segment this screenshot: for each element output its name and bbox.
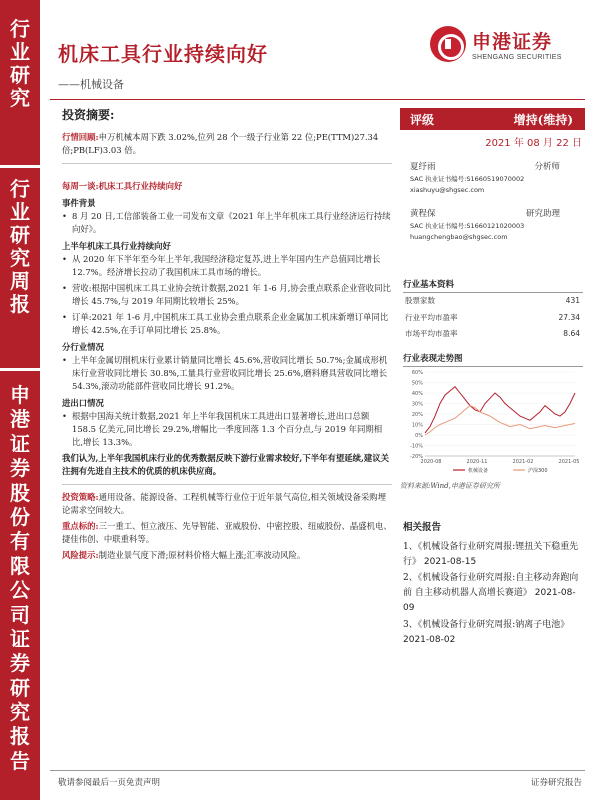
section-divider: [62, 484, 392, 485]
company-logo: [430, 26, 562, 62]
data-row: 市场平均市盈率 8.64: [405, 329, 580, 338]
analyst-email[interactable]: xiashuyu@shgsec.com: [410, 186, 485, 195]
investment-strategy: 投资策略:通用设备、能源设备、工程机械等行业位于近年景气高位,相关领域设备采购埋论需求空间较大。: [62, 491, 387, 515]
data-row: 股票家数 431: [405, 296, 580, 305]
related-report-item[interactable]: 1、《机械设备行业研究周报:锂扭关下稳重先行》 2021-08-15: [403, 541, 579, 567]
chart-section-title: 行业表现走势图: [403, 352, 583, 367]
section-heading: 上半年机床工具行业持续向好: [62, 240, 171, 251]
key-targets: 重点标的:三一重工、恒立液压、先导智能、亚威股份、中密控股、纽威股份、晶盛机电、捷佳伟创、中联重科等。: [62, 520, 392, 544]
summary-section: [62, 106, 392, 565]
y-tick-label: 10%: [411, 422, 423, 429]
bullet-item: • 根据中国海关统计数据,2021 年上半年我国机床工具进出口显著增长,进出口总额 158.5 亿美元,同比增长 29.2%,增幅比一季度回落 1.3 个百分点,与 2019 年同期相比,增长 13.3%。: [62, 410, 392, 449]
analyst-block: [410, 160, 580, 243]
x-tick-label: 2020-08: [420, 459, 442, 465]
section-heading: 分行业情况: [62, 341, 104, 352]
header-divider: [50, 99, 585, 100]
rating-banner: [400, 108, 585, 130]
basic-data-title: 行业基本资料: [403, 278, 583, 293]
rating-label: 评级: [410, 113, 435, 127]
chart-source: 资料来源:Wind,申港证券研究所: [400, 482, 500, 490]
sidebar-top-text: 行 业 研 究: [10, 17, 30, 110]
report-subtitle: ——机械设备: [58, 78, 124, 91]
bullet-item: • 上半年金属切削机床行业累计销量同比增长 45.6%,营收同比增长 50.7%;金属成形机床行业营收同比增长 30.8%,工量具行业营收同比增长 25.6%,磨料磨具营收同比增长 54.3%,滚动功能部件营收同比增长 91.2%。: [62, 354, 392, 393]
y-tick-label: 0%: [415, 433, 423, 439]
sidebar-middle-text: 行 业 研 究 周 报: [10, 177, 30, 316]
footer-divider: [50, 770, 585, 771]
legend-label: 沪深300: [528, 468, 548, 474]
related-reports: [403, 520, 583, 650]
x-tick-label: 2021-05: [558, 459, 580, 465]
bullet-item: • 从 2020 年下半年至今年上半年,我国经济稳定复苏,进上半年国内生产总值同比增长 12.7%。经济增长拉动了我国机床工具市场的增长。: [62, 253, 392, 279]
data-row: 行业平均市盈率 27.34: [405, 312, 580, 322]
y-tick-label: -20%: [410, 454, 423, 460]
legend-label: 机械设备: [468, 468, 489, 474]
report-title: 机床工具行业持续向好: [58, 42, 268, 66]
related-reports-title: 相关报告: [403, 522, 442, 533]
weekly-topic: 每周一谈:机床工具行业持续向好: [62, 180, 183, 191]
bullet-item: • 订单:2021 年 1-6 月,中国机床工具工业协会重点联系企业金属加工机床新增订单同比增长 42.5%,在手订单同比增长 25.8%。: [62, 311, 392, 337]
risk-warning: 风险提示:制造业景气度下滑;原材料价格大幅上涨;汇率波动风险。: [62, 550, 306, 561]
analyst-email[interactable]: huangchengbao@shgsec.com: [410, 233, 508, 242]
analyst-name: 黄程保: [410, 208, 436, 219]
y-tick-label: 50%: [411, 380, 423, 387]
report-date: 2021 年 08 月 22 日: [485, 138, 582, 149]
market-review: 行情回顾:申万机械本周下跌 3.02%,位列 28 个一级子行业第 22 位;PE(TTM)27.34 倍;PB(LF)3.03 倍。: [62, 131, 379, 155]
left-sidebar: [0, 0, 40, 800]
analyst-role: 分析师: [534, 162, 560, 172]
analyst-cert: SAC 执业证书编号:S1660121020003: [410, 221, 525, 230]
analyst-name: 夏纾雨: [410, 162, 436, 172]
x-tick-label: 2020-11: [466, 459, 488, 465]
related-report-item[interactable]: 2、《机械设备行业研究周报:自主移动奔跑向前 自主移动机器人高增长赛道》 2021-08-09: [403, 573, 579, 614]
bullet-item: • 8 月 20 日,工信部装备工业一司发布文章《2021 年上半年机床工具行业经济运行持续向好》。: [62, 210, 392, 236]
series-line: [425, 387, 575, 433]
sidebar-divider: [0, 368, 40, 371]
bullet-item: • 营收:根据中国机床工具工业协会统计数据,2021 年 1-6 月,协会重点联系企业营收同比增长 45.7%,与 2019 年同期比较增长 25%。: [62, 282, 392, 308]
sidebar-bottom-text: 申 港 证 券 股 份 有 限 公 司 证 券 研 究 报 告: [10, 383, 30, 773]
footer-label: 证券研究报告: [530, 778, 582, 788]
y-tick-label: 30%: [411, 401, 423, 408]
y-tick-label: -10%: [410, 443, 423, 450]
x-tick-label: 2021-02: [512, 459, 534, 465]
series-line: [425, 406, 575, 435]
related-report-item[interactable]: 3、《机械设备行业研究周报:钠离子电池》 2021-08-02: [403, 619, 570, 645]
logo-english-name: SHENGANG SECURITIES: [472, 54, 562, 61]
analyst-role: 研究助理: [525, 208, 560, 219]
y-tick-label: 40%: [411, 391, 423, 397]
conclusion: 我们认为,上半年我国机床行业的优秀数据反映下游行业需求较好,下半年有望延续,建议关注拥有先进自主技术的优质的机床供应商。: [62, 452, 389, 476]
rating-value: 增持(维持): [513, 113, 573, 127]
sidebar-divider: [0, 165, 40, 168]
logo-name: 申港证券: [472, 31, 553, 53]
section-heading: 事件背景: [62, 197, 96, 208]
y-tick-label: 60%: [411, 370, 423, 376]
performance-chart: [403, 368, 583, 478]
summary-title: 投资摘要:: [62, 108, 115, 122]
section-heading: 进出口情况: [62, 397, 104, 408]
y-tick-label: 20%: [411, 412, 423, 418]
section-divider: [62, 163, 392, 164]
analyst-cert: SAC 执业证书编号:S1660519070002: [410, 175, 525, 184]
basic-data-table: [405, 293, 580, 343]
footer-disclaimer: 敬请参阅最后一页免责声明: [58, 778, 161, 788]
logo-icon: [430, 26, 466, 62]
